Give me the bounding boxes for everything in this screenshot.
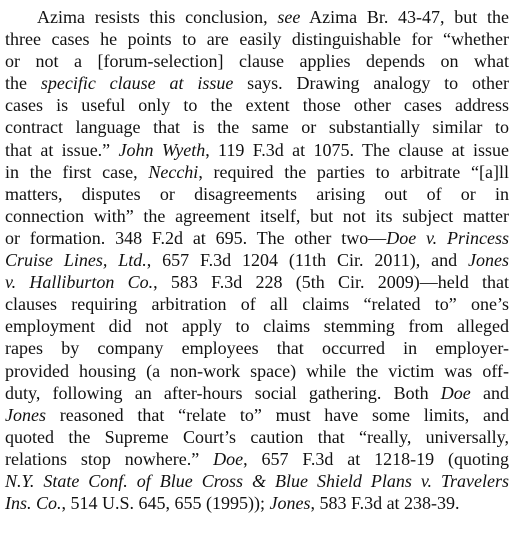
text-line [5, 161, 509, 183]
text-line [5, 50, 509, 72]
text-run: says. Drawing analogy to other [233, 73, 510, 94]
text-line [5, 28, 509, 50]
italic-citation-text: v. Halliburton Co. [5, 272, 154, 293]
text-run: connection with” the agreement itself, but not its subject matter [5, 205, 509, 226]
text-line [5, 404, 509, 426]
text-line [5, 293, 509, 315]
italic-citation-text: Necchi [148, 161, 199, 182]
text-line [5, 470, 509, 492]
text-run: provided housing (a non-work space) while the victim was off- [5, 360, 509, 381]
italic-citation-text: Jones [269, 493, 311, 514]
text-run: clauses requiring arbitration of all claims “related to” one’s [5, 294, 509, 315]
text-run: , 583 F.3d at 238-39. [310, 493, 460, 514]
text-line [5, 360, 509, 382]
text-run: three cases he points to are easily distinguishable for “whether [5, 29, 509, 50]
text-run: or formation. 348 F.2d at 695. The other two— [5, 227, 387, 248]
text-run: rapes by company employees that occurred in employer- [5, 338, 509, 359]
italic-citation-text: Ins. Co. [5, 493, 62, 514]
text-run: , 583 F.3d 228 (5th Cir. 2009)—held that [153, 272, 509, 293]
italic-citation-text: specific clause at issue [40, 73, 234, 94]
text-line [5, 271, 509, 293]
italic-citation-text: N.Y. State Conf. of Blue Cross & Blue Shield Plans v. Travelers [5, 470, 509, 491]
text-line [5, 492, 509, 514]
text-run: , 657 F.3d at 1218-19 (quoting [243, 448, 509, 469]
text-line [5, 382, 509, 404]
text-line [5, 426, 509, 448]
text-line [5, 337, 509, 359]
text-run: contract language that is the same or substantially similar to [5, 117, 509, 138]
text-line [5, 116, 509, 138]
text-line [5, 139, 509, 161]
body-paragraph [5, 6, 509, 514]
italic-citation-text: Cruise Lines, Ltd. [5, 250, 147, 271]
text-line [5, 72, 509, 94]
text-run: employment did not apply to claims stemming from alleged [5, 316, 509, 337]
text-run: relations stop nowhere.” [5, 448, 214, 469]
text-run: , required the parties to arbitrate “[a]ll [198, 161, 509, 182]
text-run: or not a [forum-selection] clause applies depends on what [5, 51, 509, 72]
text-line [5, 249, 509, 271]
text-run: the [5, 73, 41, 94]
text-run: Azima resists this conclusion, [37, 7, 278, 27]
text-run: , 119 F.3d at 1075. The clause at issue [205, 139, 510, 160]
italic-citation-text: Doe [213, 448, 244, 469]
text-run: matters, disputes or disagreements arising out of or in [5, 183, 509, 204]
text-line [5, 6, 509, 28]
italic-citation-text: John Wyeth [118, 139, 206, 160]
italic-citation-text: Doe v. Princess [386, 227, 509, 248]
text-run: , 657 F.3d 1204 (11th Cir. 2011), and [146, 250, 469, 271]
text-run: and [470, 382, 509, 403]
text-line [5, 183, 509, 205]
text-line [5, 448, 509, 470]
italic-citation-text: Jones [468, 250, 509, 271]
text-line [5, 315, 509, 337]
text-run: quoted the Supreme Court’s caution that “really, universally, [5, 426, 509, 447]
italic-citation-text: Jones [5, 404, 46, 425]
italic-citation-text: Doe [440, 382, 471, 403]
text-line [5, 227, 509, 249]
italic-citation-text: see [277, 7, 301, 27]
text-run: that at issue.” [5, 139, 119, 160]
text-run: in the first case, [5, 161, 149, 182]
text-run: reasoned that “relate to” must have some limits, and [45, 404, 509, 425]
text-line [5, 205, 509, 227]
text-run: cases is useful only to the extent those other cases address [5, 95, 509, 116]
text-run: , 514 U.S. 645, 655 (1995)); [61, 493, 270, 514]
text-run: duty, following an after-hours social gathering. Both [5, 382, 441, 403]
text-run: Azima Br. 43-47, but the [300, 7, 509, 27]
text-line [5, 94, 509, 116]
